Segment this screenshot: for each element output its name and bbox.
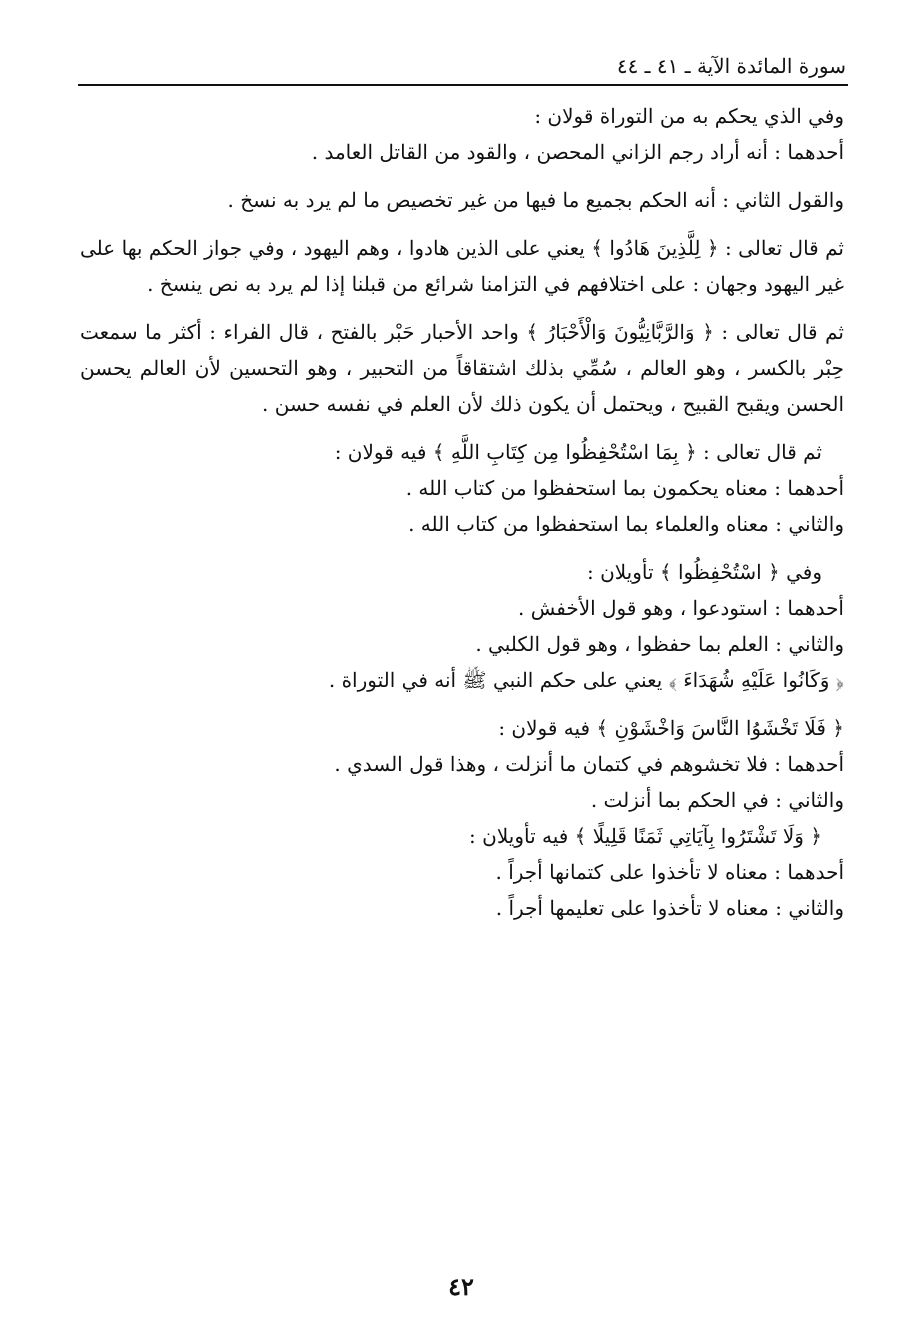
paragraph-intro: وفي الذي يحكم به من التوراة قولان : [534, 104, 844, 128]
list-item-second: والثاني : في الحكم بما أنزلت . [590, 788, 844, 812]
header-rule [78, 84, 848, 86]
paragraph-la-takhshaw: ﴿ فَلَا تَخْشَوُا النَّاسَ وَاخْشَوْنِ ﴾ فيه قولان : [498, 716, 844, 740]
paragraph-shuhada: ﴿ وَكَانُوا عَلَيْهِ شُهَدَاءَ ﴾ يعني على حكم النبي ﷺ أنه في التوراة . [328, 668, 844, 692]
page-number: ٤٢ [448, 1272, 474, 1301]
list-item-second: والثاني : معناه لا تأخذوا على تعليمها أجراً . [495, 896, 844, 920]
list-item-first: أحدهما : استودعوا ، وهو قول الأخفش . [518, 596, 844, 620]
paragraph-istuhfizu: ثم قال تعالى : ﴿ بِمَا اسْتُحْفِظُوا مِن كِتَابِ اللَّهِ ﴾ فيه قولان : [334, 440, 822, 464]
paragraph-rabbaniyun: ثم قال تعالى : ﴿ وَالرَّبَّانِيُّونَ وَالْأَحْبَارُ ﴾ واحد الأحبار حَبْر بالفتح ، قال الفراء : أكثر ما سمعت حِبْر بالكسر ، وهو العالم ، سُمِّي بذلك اشتقاقاً من التحبير ، وهو التحسين لأن العالم يحسن الحسن ويقبح القبيح ، ويحتمل أن يكون ذلك لأن العلم في نفسه حسن . [80, 320, 844, 416]
body-text [80, 98, 844, 926]
paragraph-hadu: ثم قال تعالى : ﴿ لِلَّذِينَ هَادُوا ﴾ يعني على الذين هادوا ، وهم اليهود ، وفي جواز الحكم بها على غير اليهود وجهان : على اختلافهم في التزامنا شرائع من قبلنا إذا لم يرد به نص ينسخ . [80, 236, 844, 296]
list-item-first: أحدهما : فلا تخشوهم في كتمان ما أنزلت ، وهذا قول السدي . [334, 752, 844, 776]
paragraph-second-opinion: والقول الثاني : أنه الحكم بجميع ما فيها من غير تخصيص ما لم يرد به نسخ . [227, 188, 844, 212]
list-item-first: أحدهما : معناه لا تأخذوا على كتمانها أجراً . [495, 860, 844, 884]
paragraph-la-tashtaru: ﴿ وَلَا تَشْتَرُوا بِآيَاتِي ثَمَنًا قَلِيلًا ﴾ فيه تأويلان : [469, 824, 822, 848]
running-header: سورة المائدة الآية ـ ٤١ ـ ٤٤ [616, 54, 846, 78]
paragraph-interpretations: وفي ﴿ اسْتُحْفِظُوا ﴾ تأويلان : [586, 560, 822, 584]
list-item-second: والثاني : العلم بما حفظوا ، وهو قول الكلبي . [475, 632, 844, 656]
list-item-first: أحدهما : معناه يحكمون بما استحفظوا من كتاب الله . [405, 476, 844, 500]
paragraph-first-opinion: أحدهما : أنه أراد رجم الزاني المحصن ، والقود من القاتل العامد . [311, 140, 844, 164]
list-item-second: والثاني : معناه والعلماء بما استحفظوا من كتاب الله . [408, 512, 844, 536]
